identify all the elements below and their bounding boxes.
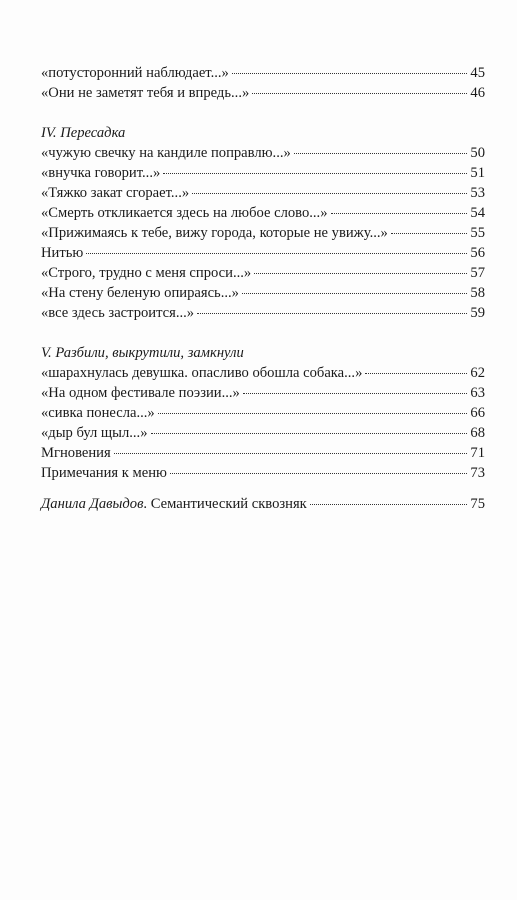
dot-leader bbox=[242, 293, 467, 294]
dot-leader bbox=[391, 233, 468, 234]
section-heading-iv: IV. Пересадка bbox=[41, 125, 126, 141]
toc-entry bbox=[41, 183, 485, 203]
section-heading-v: V. Разбили, выкрутили, замкнули bbox=[41, 345, 244, 361]
toc-entry-page: 51 bbox=[470, 165, 485, 181]
dot-leader bbox=[86, 253, 467, 254]
toc-entry-title: «Они не заметят тебя и впредь...» bbox=[41, 85, 250, 101]
toc-entry-title bbox=[41, 494, 307, 514]
toc-entry-page: 57 bbox=[470, 265, 485, 281]
toc-entry bbox=[41, 463, 485, 483]
toc-entry bbox=[41, 83, 485, 103]
dot-leader bbox=[232, 73, 468, 74]
dot-leader bbox=[197, 313, 467, 314]
toc-entry-title: «Прижимаясь к тебе, вижу города, которые не увижу...» bbox=[41, 225, 388, 241]
dot-leader bbox=[252, 93, 467, 94]
dot-leader bbox=[243, 393, 468, 394]
dot-leader bbox=[158, 413, 468, 414]
spacer bbox=[41, 483, 485, 494]
toc-entry-page: 71 bbox=[470, 445, 485, 461]
toc-entry-page: 46 bbox=[470, 85, 485, 101]
dot-leader bbox=[151, 433, 468, 434]
toc-entry-page: 54 bbox=[470, 205, 485, 221]
dot-leader bbox=[192, 193, 467, 194]
toc-entry bbox=[41, 223, 485, 243]
spacer bbox=[41, 323, 485, 343]
toc-entry-title: Примечания к меню bbox=[41, 465, 167, 481]
toc-entry bbox=[41, 203, 485, 223]
dot-leader bbox=[170, 473, 467, 474]
toc-entry-title: «внучка говорит...» bbox=[41, 165, 161, 181]
toc-entry bbox=[41, 163, 485, 183]
toc-entry bbox=[41, 143, 485, 163]
toc-entry-page: 62 bbox=[470, 365, 485, 381]
toc-entry-page: 53 bbox=[470, 185, 485, 201]
afterword-author: Данила Давыдов bbox=[41, 496, 144, 512]
toc-entry-page: 50 bbox=[470, 145, 485, 161]
toc-entry-title: «все здесь застроится...» bbox=[41, 305, 195, 321]
toc-entry-title: «сивка понесла...» bbox=[41, 405, 155, 421]
toc-entry bbox=[41, 63, 485, 83]
afterword-title: . Семантический сквозняк bbox=[143, 496, 307, 512]
spacer bbox=[41, 103, 485, 123]
toc-entry-title: «потусторонний наблюдает...» bbox=[41, 65, 229, 81]
toc-entry bbox=[41, 443, 485, 463]
toc-entry-title: «дыр бул щыл...» bbox=[41, 425, 148, 441]
dot-leader bbox=[365, 373, 467, 374]
toc-entry-page: 58 bbox=[470, 285, 485, 301]
dot-leader bbox=[310, 504, 468, 505]
toc-entry-page: 75 bbox=[470, 496, 485, 512]
toc-entry-title: «На одном фестивале поэзии...» bbox=[41, 385, 240, 401]
toc-entry bbox=[41, 363, 485, 383]
table-of-contents bbox=[41, 63, 485, 514]
toc-entry bbox=[41, 403, 485, 423]
toc-entry bbox=[41, 263, 485, 283]
dot-leader bbox=[114, 453, 468, 454]
toc-entry-title: Мгновения bbox=[41, 445, 111, 461]
toc-entry-title: «шарахнулась девушка. опасливо обошла собака...» bbox=[41, 365, 363, 381]
toc-entry bbox=[41, 383, 485, 403]
toc-entry-page: 56 bbox=[470, 245, 485, 261]
toc-entry bbox=[41, 283, 485, 303]
dot-leader bbox=[294, 153, 468, 154]
toc-entry-title: «Смерть откликается здесь на любое слово...» bbox=[41, 205, 328, 221]
dot-leader bbox=[163, 173, 467, 174]
toc-entry-page: 55 bbox=[470, 225, 485, 241]
toc-entry-page: 73 bbox=[470, 465, 485, 481]
toc-entry-title: «Тяжко закат сгорает...» bbox=[41, 185, 190, 201]
toc-entry-page: 63 bbox=[470, 385, 485, 401]
toc-entry-page: 59 bbox=[470, 305, 485, 321]
toc-entry-title: «Строго, трудно с меня спроси...» bbox=[41, 265, 252, 281]
toc-entry bbox=[41, 243, 485, 263]
dot-leader bbox=[331, 213, 468, 214]
toc-entry bbox=[41, 303, 485, 323]
toc-entry-title: «На стену беленую опираясь...» bbox=[41, 285, 239, 301]
toc-entry-page: 68 bbox=[470, 425, 485, 441]
toc-entry-page: 45 bbox=[470, 65, 485, 81]
dot-leader bbox=[254, 273, 467, 274]
toc-entry bbox=[41, 423, 485, 443]
toc-entry-title: Нитью bbox=[41, 245, 84, 261]
toc-entry-afterword bbox=[41, 494, 485, 514]
toc-entry-page: 66 bbox=[470, 405, 485, 421]
toc-entry-title: «чужую свечку на кандиле поправлю...» bbox=[41, 145, 291, 161]
